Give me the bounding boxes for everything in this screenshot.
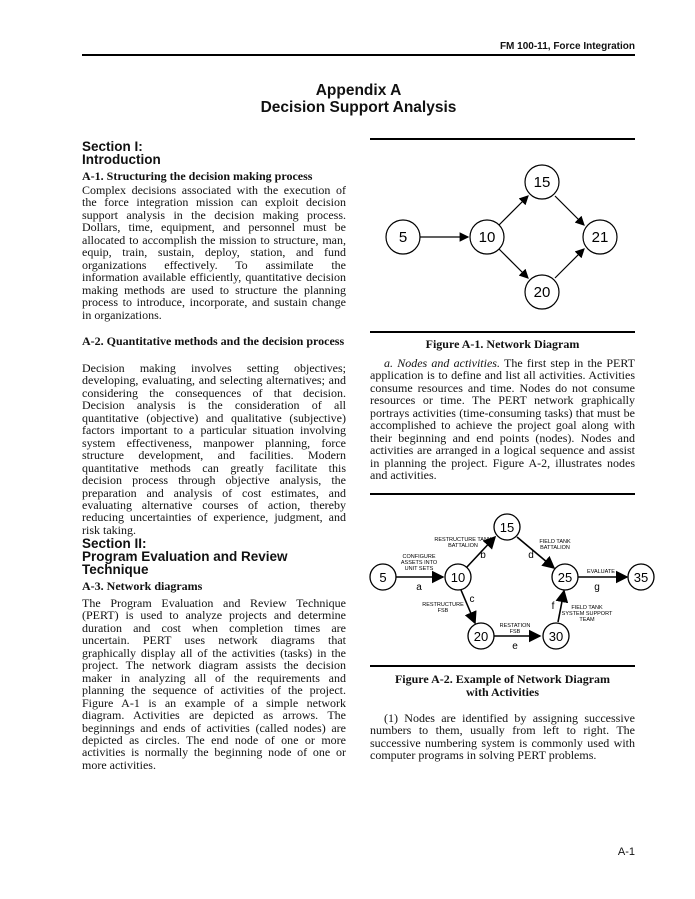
section-title: Program Evaluation and Review Technique — [82, 549, 288, 577]
node-label: 35 — [633, 570, 649, 585]
activity-label: EVALUATE — [587, 569, 615, 575]
figure-2-bottom-rule — [370, 665, 635, 667]
caption-line-1: Figure A-2. Example of Network Diagram — [394, 672, 611, 686]
activity-label: RESTATION — [499, 623, 531, 629]
activity-label: RESTRUCTURE — [422, 602, 464, 608]
activity-letter: b — [480, 550, 486, 561]
figure-2-top-rule — [370, 493, 635, 495]
paragraph-a — [370, 357, 635, 482]
header-rule — [82, 54, 635, 56]
section-2-heading — [82, 537, 346, 576]
section-label: Section II: — [82, 536, 147, 551]
a1-heading: A-1. Structuring the decision making process — [82, 169, 313, 183]
section-label: Section I: — [82, 139, 143, 154]
paragraph-1: (1) Nodes are identified by assigning successive numbers to them, usually from left to right. The successive numbering system is commonly used with computer programs in solving PERT problems. — [370, 711, 635, 763]
arrow-f — [558, 591, 564, 622]
activity-label: BATTALION — [540, 545, 570, 551]
a3-heading: A-3. Network diagrams — [82, 579, 203, 593]
paragraph-a-body: The first step in the PERT application is to define and list all activities. Activities consume resources and time. Nodes do not consume resources or time. The PERT network graphically portrays activities (time-consuming tasks) that must be accomplished to achieve the project goal along with their beginning and end points (nodes). Nodes and activities are arranged in a logical sequence and assist in planning the project. Figure A-2, illustrates nodes and activities. — [370, 356, 635, 483]
activity-letter: f — [551, 601, 555, 612]
arrow-15-21 — [555, 196, 584, 225]
node-label: 10 — [450, 570, 466, 585]
title-line-1: Appendix A — [315, 82, 402, 99]
activity-label: FSB — [509, 629, 521, 635]
node-label: 25 — [557, 570, 573, 585]
figure-2-caption — [370, 673, 635, 699]
figure-1-caption: Figure A-1. Network Diagram — [425, 337, 580, 351]
node-label: 15 — [533, 174, 551, 191]
figure-2-network-diagram — [365, 510, 665, 660]
section-1-heading — [82, 140, 346, 166]
activity-label: TEAM — [579, 617, 595, 623]
activity-letter: d — [528, 550, 534, 561]
activity-label: RESTRUCTURE TANK — [434, 537, 492, 543]
a3-body: The Program Evaluation and Review Technique (PERT) is used to analyze projects and determine duration and cost when completion times are uncertain. PERT uses network diagrams that graphically display all of the activities (tasks) in the project. The network diagram assists the decision maker in analyzing all of the requirements and planning the sequence of activities of the project. Figure A-1 is an example of a simple network diagram. Activities are depicted as arrows. The beginnings and ends of activities (called nodes) are depicted as circles. The end node of one or more activities is normally the beginning node of one or more activities. — [82, 596, 346, 772]
paragraph-a-lead: a. Nodes and activities. — [384, 356, 500, 370]
activity-label: BATTALION — [448, 543, 478, 549]
node-label: 5 — [398, 229, 408, 246]
caption-line-2: with Activities — [466, 685, 539, 699]
activity-letter: g — [594, 582, 600, 593]
a1-body: Complex decisions associated with the execution of the force integration mission can exploit decision support analysis in the decision making process. Dollars, time, equipment, and personnel must be allocated to accomplish the mission to structure, man, equip, train, sustain, deploy, station, and fund organizations effectively. To assimilate the information available efficiently, quantitative decision making methods are used to structure the planning process to introduce, incorporate, and sustain change in organizations. — [82, 183, 346, 322]
activity-label: FSB — [437, 608, 449, 614]
activity-label: FIELD TANK — [539, 539, 571, 545]
activity-letter: e — [512, 641, 518, 652]
node-label: 20 — [473, 629, 489, 644]
section-title: Introduction — [82, 152, 161, 167]
activity-label: FIELD TANK — [571, 605, 603, 611]
figure-1-bottom-rule — [370, 331, 635, 333]
activity-label: SYSTEM SUPPORT — [561, 611, 613, 617]
node-label: 15 — [499, 520, 515, 535]
title-line-2: Decision Support Analysis — [260, 99, 457, 116]
node-label: 21 — [591, 229, 609, 246]
activity-label: CONFIGURE — [402, 554, 436, 560]
arrow-20-21 — [555, 249, 584, 278]
arrow-10-20 — [499, 249, 528, 278]
running-head: FM 100-11, Force Integration — [499, 41, 635, 52]
node-label: 5 — [379, 570, 387, 585]
activity-label: ASSETS INTO — [400, 560, 438, 566]
page-title — [82, 82, 635, 116]
activity-letter: a — [416, 582, 422, 593]
node-label: 30 — [548, 629, 564, 644]
node-label: 20 — [533, 284, 551, 301]
figure-1-network-diagram — [370, 140, 635, 330]
a2-heading: A-2. Quantitative methods and the decision process — [82, 334, 345, 348]
arrow-10-15 — [499, 196, 528, 225]
a2-body: Decision making involves setting objectives; developing, evaluating, and selecting alternatives; and considering the consequences of that decision. Decision analysis is the consideration of all quantitative (objective) and qualitative (subjective) factors important to a particular situation involving system effectiveness, manpower planning, force structure development, and facilities. Modern quantitative methods can greatly facilitate this decision process through objective analysis, the preparation and analysis of cost estimates, and evaluating alternative courses of action, thereby reducing uncertainties of experience, judgment, and risk taking. — [82, 361, 346, 537]
node-label: 10 — [478, 229, 496, 246]
activity-letter: c — [469, 594, 475, 605]
page-number: A-1 — [617, 846, 635, 858]
activity-label: UNIT SETS — [404, 566, 434, 572]
